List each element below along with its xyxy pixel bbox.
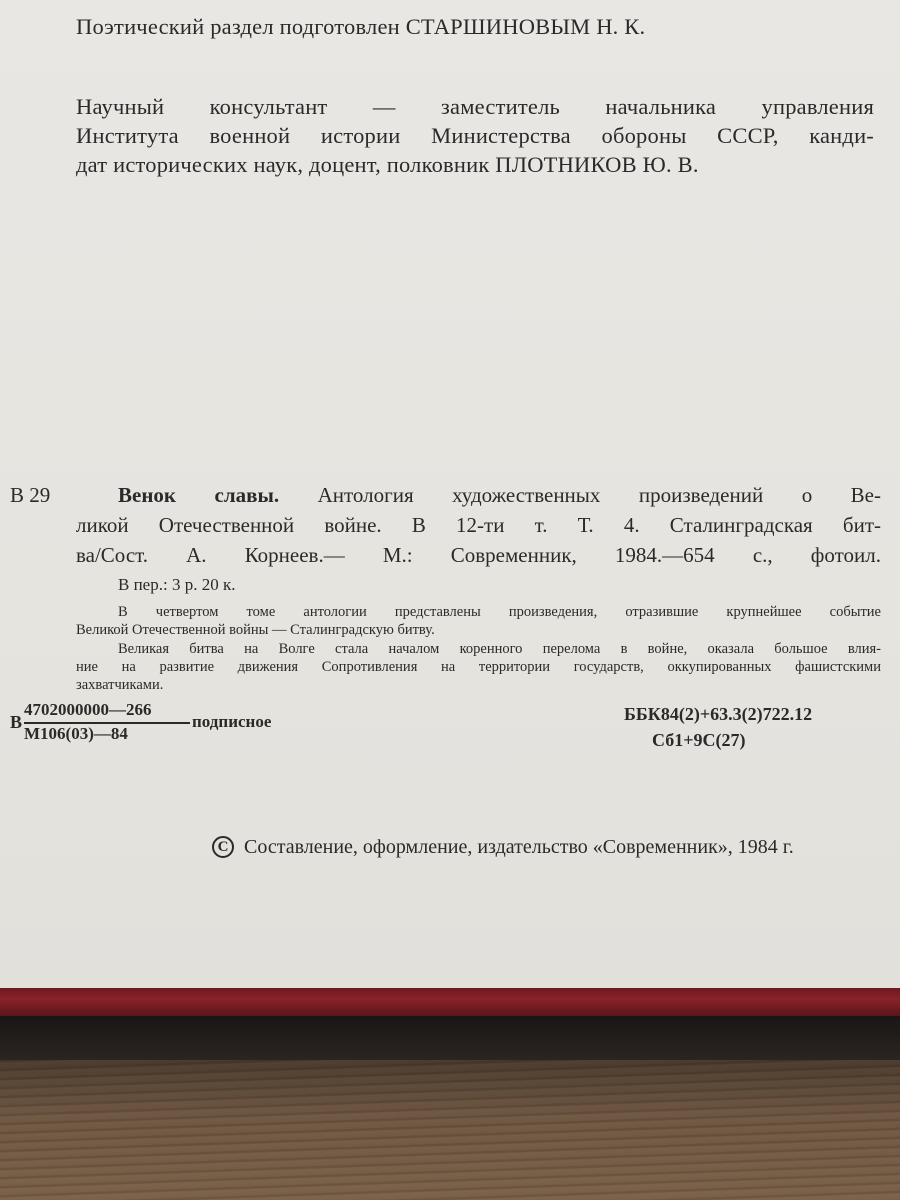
- index-denominator: М106(03)—84: [24, 724, 128, 743]
- poetry-credit: Поэтический раздел подготовлен СТАРШИНОВЫМ Н. К.: [76, 14, 646, 39]
- copyright-text: Составление, оформление, издательство «Современник», 1984 г.: [244, 836, 794, 858]
- book-cover-edge: [0, 988, 900, 1016]
- index-numerator: 4702000000—266: [24, 700, 152, 719]
- wooden-table: [0, 1060, 900, 1200]
- bibliography-line-1: [118, 483, 881, 508]
- consultant-credit-line-1: Научный консультант — заместитель начальника управления: [76, 94, 874, 119]
- book-title: Венок славы.: [118, 483, 280, 507]
- consultant-credit-line-2: Института военной истории Министерства обороны СССР, канди-: [76, 123, 874, 148]
- bbk-code: ББК84(2)+63.3(2)722.12: [624, 704, 813, 724]
- annotation-line-1: В четвертом томе антологии представлены произведения, отразившие крупнейшее событие: [118, 604, 881, 620]
- bibliography-line-1-rest: Антология художественных произведений о Ве-: [279, 483, 881, 507]
- annotation-line-2: Великой Отечественной войны — Сталинградскую битву.: [76, 622, 435, 638]
- subscription-note: подписное: [192, 712, 272, 731]
- bibliography-line-3: ва/Сост. А. Корнеев.— М.: Современник, 1984.—654 с., фотоил.: [76, 543, 881, 567]
- annotation-line-4: ние на развитие движения Сопротивления на территории государств, оккупированных фашистскими: [76, 659, 881, 675]
- annotation-line-3: Великая битва на Волге стала началом коренного перелома в войне, оказала большое влия-: [118, 641, 881, 657]
- copyright-icon: С: [212, 836, 234, 858]
- price: В пер.: 3 р. 20 к.: [118, 575, 236, 594]
- shadow: [0, 1016, 900, 1060]
- annotation-line-5: захватчиками.: [76, 677, 164, 693]
- catalog-code: В 29: [10, 483, 51, 507]
- index-prefix: В: [10, 712, 23, 732]
- consultant-credit-line-3: дат исторических наук, доцент, полковник ПЛОТНИКОВ Ю. В.: [76, 152, 699, 177]
- bibliography-line-2: ликой Отечественной войне. В 12-ти т. Т. 4. Сталинградская бит-: [76, 513, 881, 537]
- classification-code: Сб1+9С(27): [652, 730, 746, 750]
